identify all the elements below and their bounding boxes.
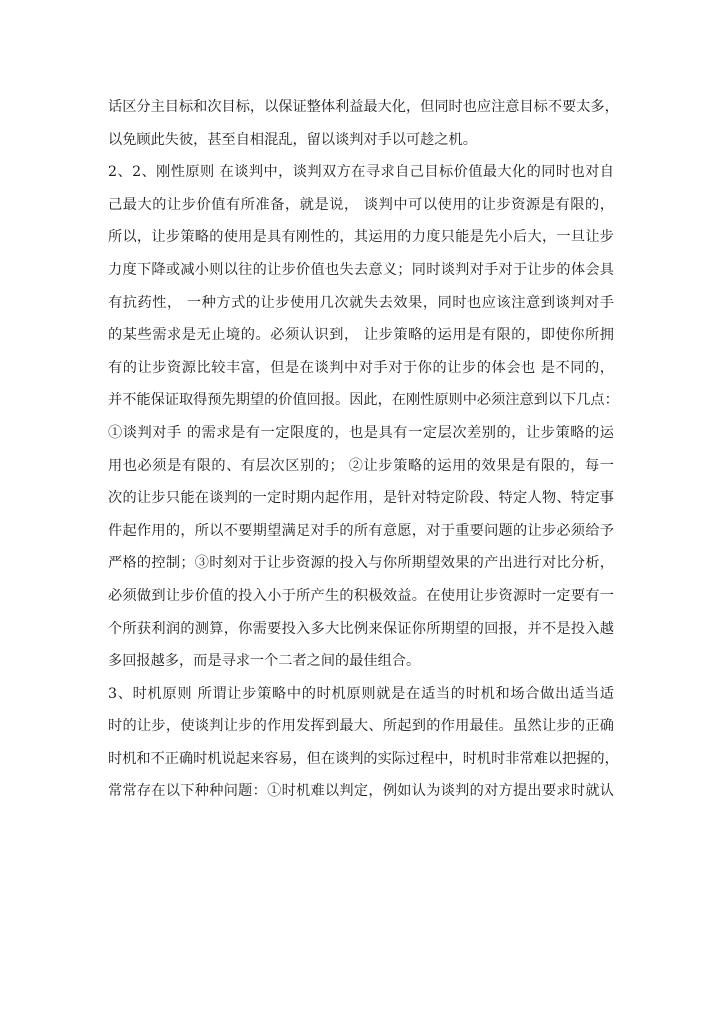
text-line: ①谈判对手 的需求是有一定限度的，也是具有一定层次差别的，让步策略的运 (108, 424, 614, 441)
text-line: 次的让步只能在谈判的一定时期内起作用，是针对特定阶段、特定人物、特定事 (108, 490, 614, 507)
text-line: 时机和不正确时机说起来容易，但在谈判的实际过程中，时机时非常难以把握的， (108, 750, 619, 767)
text-line: 时的让步，使谈判让步的作用发挥到最大、所起到的作用最佳。虽然让步的正确 (108, 718, 614, 735)
text-line: 力度下降或减小则以往的让步价值也失去意义；同时谈判对手对于让步的体会具 (108, 261, 614, 278)
text-line: 并不能保证取得预先期望的价值回报。因此，在刚性原则中必须注意到以下几点： (108, 392, 619, 409)
text-line: 己最大的让步价值有所准备，就是说， 谈判中可以使用的让步资源是有限的， (108, 196, 614, 213)
text-line: 个所获利润的测算，你需要投入多大比例来保证你所期望的回报，并不是投入越 (108, 620, 614, 637)
text-line: 所以，让步策略的使用是具有刚性的，其运用的力度只能是先小后大，一旦让步 (108, 229, 614, 246)
text-line: 常常存在以下种种问题：①时机难以判定，例如认为谈判的对方提出要求时就认 (108, 783, 614, 800)
text-line: 用也必须是有限的、有层次区别的； ②让步策略的运用的效果是有限的，每一 (108, 457, 614, 474)
text-line: 3、时机原则 所谓让步策略中的时机原则就是在适当的时机和场合做出适当适 (108, 685, 614, 702)
text-line: 话区分主目标和次目标，以保证整体利益最大化，但同时也应注意目标不要太多， (108, 99, 619, 115)
text-line: 2、2、刚性原则 在谈判中，谈判双方在寻求自己目标价值最大化的同时也对自 (108, 164, 614, 181)
text-line: 有的让步资源比较丰富，但是在谈判中对手对于你的让步的体会也 是不同的， (108, 359, 614, 376)
text-line: 件起作用的，所以不要期望满足对手的所有意愿，对于重要问题的让步必须给予 (108, 522, 614, 539)
text-line: 严格的控制；③时刻对于让步资源的投入与你所期望效果的产出进行对比分析， (108, 555, 614, 572)
text-line: 有抗药性， 一种方式的让步使用几次就失去效果，同时也应该注意到谈判对手 (108, 294, 614, 311)
text-line: 的某些需求是无止境的。必须认识到， 让步策略的运用是有限的，即使你所拥 (108, 327, 614, 344)
body-text (108, 91, 619, 808)
text-line: 多回报越多，而是寻求一个二者之间的最佳组合。 (108, 653, 421, 670)
text-line: 必须做到让步价值的投入小于所产生的积极效益。在使用让步资源时一定要有一 (108, 587, 614, 604)
text-line: 以免顾此失彼，甚至自相混乱，留以谈判对手以可趁之机。 (108, 131, 477, 148)
